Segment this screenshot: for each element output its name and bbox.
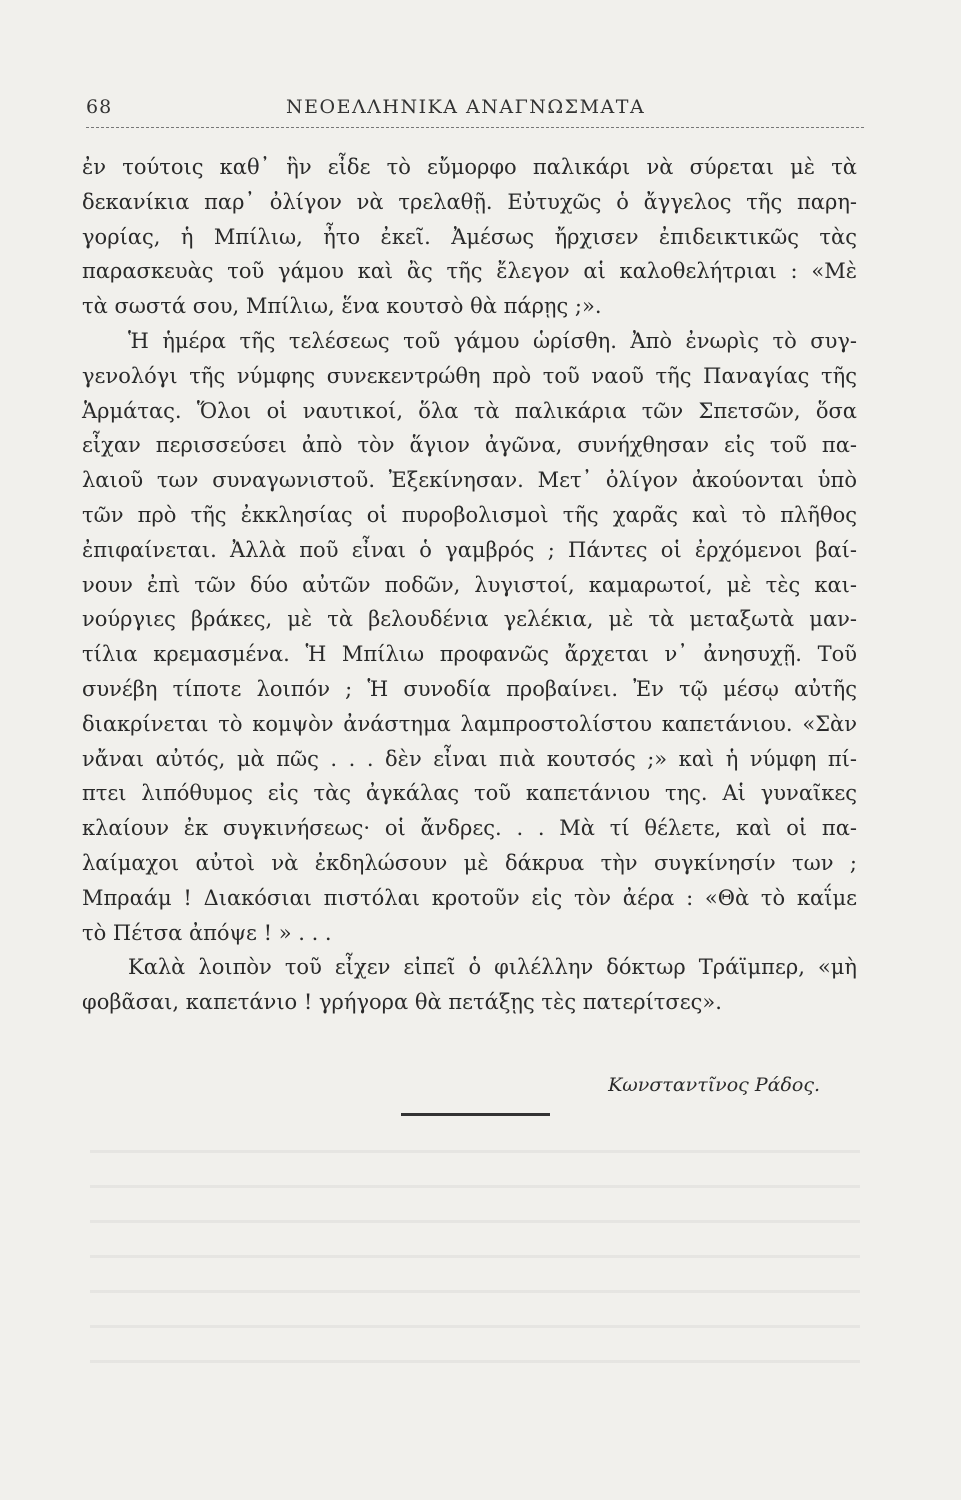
text-line: φοβᾶσαι, καπετάνιο ! γρήγορα θὰ πετάξῃς τὲς πατερίτσες». bbox=[82, 990, 722, 1015]
text-line: τὰ σωστά σου, Μπίλιω, ἕνα κουτσὸ θὰ πάρῃς ;». bbox=[82, 294, 602, 319]
page-header bbox=[86, 96, 856, 126]
text-line: πτει λιπόθυμος εἰς τὰς ἀγκάλας τοῦ καπετάνιου της. Αἱ γυναῖκες bbox=[82, 781, 857, 806]
page-number: 68 bbox=[86, 96, 113, 118]
section-end-rule bbox=[401, 1113, 550, 1116]
text-line: λαιοῦ των συναγωνιστοῦ. Ἐξεκίνησαν. Μετ᾿ ὀλίγον ἀκούονται ὑπὸ bbox=[82, 468, 857, 493]
author-signature: Κωνσταντῖνος Ράδος. bbox=[608, 1074, 820, 1096]
text-line: Καλὰ λοιπὸν τοῦ εἶχεν εἰπεῖ ὁ φιλέλλην δόκτωρ Τράϊμπερ, «μὴ bbox=[128, 955, 857, 980]
text-line: παρασκευὰς τοῦ γάμου καὶ ἂς τῆς ἔλεγον αἱ καλοθελήτριαι : «Μὲ bbox=[82, 259, 857, 284]
body-text bbox=[82, 150, 857, 1020]
text-line: εἶχαν περισσεύσει ἀπὸ τὸν ἅγιον ἀγῶνα, συνήχθησαν εἰς τοῦ πα- bbox=[82, 433, 857, 458]
text-line: τὸ Πέτσα ἀπόψε ! » . . . bbox=[82, 920, 332, 945]
text-line: κλαίουν ἐκ συγκινήσεως· οἱ ἄνδρες. . . Μὰ τί θέλετε, καὶ οἱ πα- bbox=[82, 816, 857, 841]
text-line: ἐπιφαίνεται. Ἀλλὰ ποῦ εἶναι ὁ γαμβρός ; Πάντες οἱ ἐρχόμενοι βαί- bbox=[82, 537, 857, 562]
text-line: νούργιες βράκες, μὲ τὰ βελουδένια γελέκια, μὲ τὰ μεταξωτὰ μαν- bbox=[82, 607, 857, 632]
text-line: τῶν πρὸ τῆς ἐκκλησίας οἱ πυροβολισμοὶ τῆς χαρᾶς καὶ τὸ πλῆθος bbox=[82, 502, 857, 527]
text-line: διακρίνεται τὸ κομψὸν ἀνάστημα λαμπροστολίστου καπετάνιου. «Σὰν bbox=[82, 711, 857, 736]
text-line: ἐν τούτοις καθ᾿ ἣν εἶδε τὸ εὔμορφο παλικάρι νὰ σύρεται μὲ τὰ bbox=[82, 155, 857, 179]
text-line: νἄναι αὐτός, μὰ πῶς . . . δὲν εἶναι πιὰ κουτσός ;» καὶ ἡ νύμφη πί- bbox=[82, 746, 857, 771]
text-line: λαίμαχοι αὐτοὶ νὰ ἐκδηλώσουν μὲ δάκρυα τὴν συγκίνησίν των ; bbox=[82, 850, 857, 875]
text-line: Ἁρμάτας. Ὅλοι οἱ ναυτικοί, ὅλα τὰ παλικάρια τῶν Σπετσῶν, ὅσα bbox=[82, 398, 857, 423]
bleed-through-text bbox=[90, 1130, 860, 1370]
text-line: Μπραάμ ! Διακόσιαι πιστόλαι κροτοῦν εἰς τὸν ἀέρα : «Θὰ τὸ καΐμε bbox=[82, 885, 857, 910]
text-line: δεκανίκια παρ᾿ ὀλίγον νὰ τρελαθῇ. Εὐτυχῶς ὁ ἄγγελος τῆς παρη- bbox=[82, 189, 857, 214]
text-line: γενολόγι τῆς νύμφης συνεκεντρώθη πρὸ τοῦ ναοῦ τῆς Παναγίας τῆς bbox=[82, 363, 857, 388]
text-line: συνέβη τίποτε λοιπόν ; Ἡ συνοδία προβαίνει. Ἐν τῷ μέσῳ αὐτῆς bbox=[82, 676, 857, 701]
text-line: τίλια κρεμασμένα. Ἡ Μπίλιω προφανῶς ἄρχεται ν᾿ ἀνησυχῇ. Τοῦ bbox=[82, 642, 857, 667]
text-line: γορίας, ἡ Μπίλιω, ἦτο ἐκεῖ. Ἀμέσως ἤρχισεν ἐπιδεικτικῶς τὰς bbox=[82, 224, 857, 249]
text-line: Ἡ ἡμέρα τῆς τελέσεως τοῦ γάμου ὡρίσθη. Ἀπὸ ἐνωρὶς τὸ συγ- bbox=[128, 328, 857, 353]
running-title: ΝΕΟΕΛΛΗΝΙΚΑ ΑΝΑΓΝΩΣΜΑΤΑ bbox=[286, 96, 646, 118]
text-line: νουν ἐπὶ τῶν δύο αὐτῶν ποδῶν, λυγιστοί, καμαρωτοί, μὲ τὲς και- bbox=[82, 572, 857, 597]
header-rule bbox=[86, 127, 864, 128]
